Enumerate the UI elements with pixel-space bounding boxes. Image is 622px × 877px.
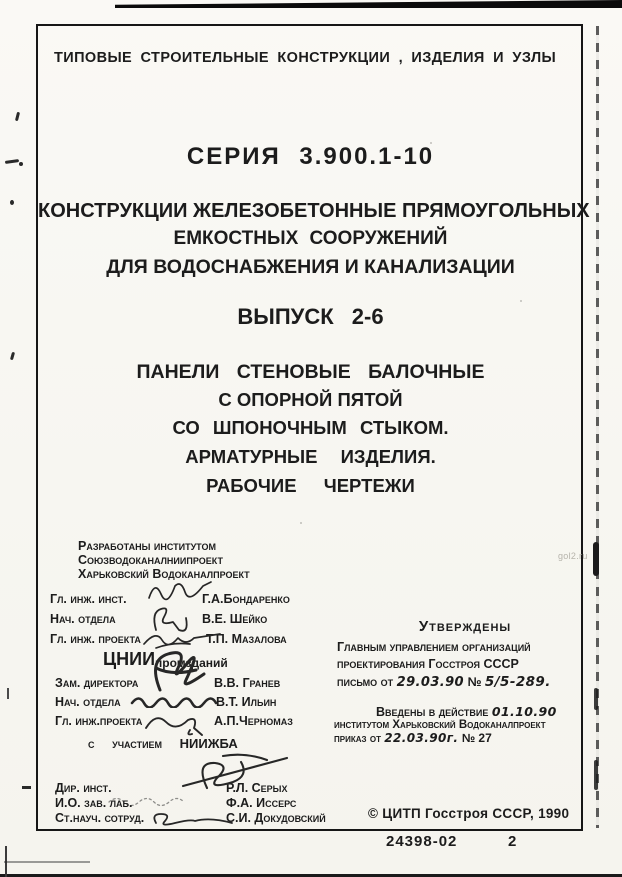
signature-squiggle bbox=[175, 750, 293, 792]
scan-mark-6 bbox=[7, 688, 9, 699]
fold-ink-blob bbox=[594, 688, 598, 710]
signatory-role: Гл. инж. проекта bbox=[50, 632, 141, 646]
site-watermark: gol2.ru bbox=[558, 551, 588, 561]
scan-mark-3 bbox=[19, 162, 23, 166]
signatory-name: Р.Л. Серых bbox=[226, 781, 288, 795]
document-code: 24398-02 bbox=[386, 833, 458, 850]
signature-squiggle bbox=[130, 692, 220, 708]
in-force-date: 01.10.90 bbox=[491, 704, 557, 719]
signatory-name: Ф.А. Иссерс bbox=[226, 796, 297, 810]
signature-squiggle bbox=[105, 793, 197, 807]
in-force-intro-line bbox=[376, 705, 557, 719]
developed-heading-1: Разработаны институтом bbox=[78, 539, 216, 553]
signatory-role: Дир. инст. bbox=[55, 781, 112, 795]
in-force-order-date: 22.03.90г. bbox=[384, 731, 459, 745]
signatory-role: Нач. отдела bbox=[50, 612, 116, 626]
sheet-number: 2 bbox=[508, 833, 517, 850]
participation-line: с участием НИИЖБА bbox=[88, 736, 238, 751]
subject-line-3: СО ШПОНОЧНЫМ СТЫКОМ. bbox=[172, 417, 449, 438]
fold-ink-blob bbox=[594, 760, 598, 790]
cnii-org-main: ЦНИИ bbox=[103, 649, 156, 669]
in-force-intro-prefix: Введены в действие bbox=[376, 705, 489, 719]
signatory-role: Гл. инж. инст. bbox=[50, 592, 127, 606]
fold-ink-blob bbox=[593, 542, 599, 576]
approved-letter-prefix: письмо от bbox=[337, 675, 394, 689]
signature-squiggle bbox=[145, 578, 215, 604]
signatory-name: В.Е. Шейко bbox=[202, 612, 268, 626]
developed-heading-3: Харьковский Водоканалпроект bbox=[78, 567, 250, 581]
main-title-line-1: КОНСТРУКЦИИ ЖЕЛЕЗОБЕТОННЫЕ ПРЯМОУГОЛЬНЫХ bbox=[38, 200, 590, 222]
subject-line-4: АРМАТУРНЫЕ ИЗДЕЛИЯ. bbox=[185, 446, 436, 467]
in-force-order-line bbox=[334, 732, 492, 745]
document-kind-strip: ТИПОВЫЕ СТРОИТЕЛЬНЫЕ КОНСТРУКЦИИ , ИЗДЕЛИЯ И УЗЛЫ bbox=[54, 50, 557, 66]
copyright-line: © ЦИТП Госстроя СССР, 1990 bbox=[368, 806, 570, 821]
approved-line-2: проектирования Госстроя СССР bbox=[337, 657, 519, 671]
subject-line-5: РАБОЧИЕ ЧЕРТЕЖИ bbox=[206, 475, 415, 496]
scan-mark-4 bbox=[10, 200, 14, 205]
scan-mark-1 bbox=[15, 112, 20, 121]
in-force-order-prefix: приказ от bbox=[334, 731, 381, 745]
signatory-name: А.П.Черномаз bbox=[214, 714, 293, 728]
signatory-role: Ст.науч. сотруд. bbox=[55, 811, 145, 825]
signatory-role: Нач. отдела bbox=[55, 695, 121, 709]
cnii-org-sub: промзданий bbox=[155, 656, 228, 670]
in-force-order-number: № 27 bbox=[461, 731, 492, 745]
approved-letter-date: 29.03.90 bbox=[396, 675, 464, 690]
subject-line-1: ПАНЕЛИ СТЕНОВЫЕ БАЛОЧНЫЕ bbox=[136, 361, 485, 383]
in-force-by-line: институтом Харьковский Водоканалпроект bbox=[334, 719, 546, 731]
signatory-name: В.Т. Ильин bbox=[216, 695, 277, 709]
signature-squiggle bbox=[138, 648, 216, 694]
scan-mark-7 bbox=[22, 786, 31, 789]
signatory-name: Г.А.Бондаренко bbox=[202, 592, 290, 606]
series-title: СЕРИЯ 3.900.1-10 bbox=[186, 143, 435, 170]
signatory-role: Зам. директора bbox=[55, 676, 139, 690]
approved-heading: Утверждены bbox=[418, 618, 512, 635]
signatory-name: Т.П. Мазалова bbox=[206, 632, 287, 646]
signatory-role: И.О. зав. лаб. bbox=[55, 796, 133, 810]
signatory-role: Гл. инж.проекта bbox=[55, 714, 143, 728]
numero-sign: № bbox=[467, 675, 482, 689]
main-title-line-3: ДЛЯ ВОДОСНАБЖЕНИЯ И КАНАЛИЗАЦИИ bbox=[106, 256, 515, 278]
signatory-name: В.В. Гранев bbox=[214, 676, 281, 690]
scan-edge-top-bar bbox=[115, 0, 622, 8]
approved-letter-number: 5/5-289. bbox=[484, 674, 551, 690]
scan-mark-bottom-streak bbox=[4, 861, 90, 863]
signature-squiggle bbox=[140, 710, 220, 736]
signature-squiggle bbox=[148, 810, 234, 830]
subject-line-2: С ОПОРНОЙ ПЯТОЙ bbox=[218, 389, 403, 410]
scan-mark-5 bbox=[10, 352, 15, 361]
approved-line-1: Главным управлением организаций bbox=[337, 640, 531, 654]
issue-line: ВЫПУСК 2-6 bbox=[237, 304, 384, 329]
main-title-line-2: ЕМКОСТНЫХ СООРУЖЕНИЙ bbox=[173, 228, 448, 249]
approved-letter-line bbox=[337, 675, 551, 690]
developed-heading-2: Союзводоканалниипроект bbox=[78, 553, 223, 567]
scan-mark-2 bbox=[5, 159, 19, 164]
signatory-name: С.И. Докудовский bbox=[226, 811, 326, 825]
